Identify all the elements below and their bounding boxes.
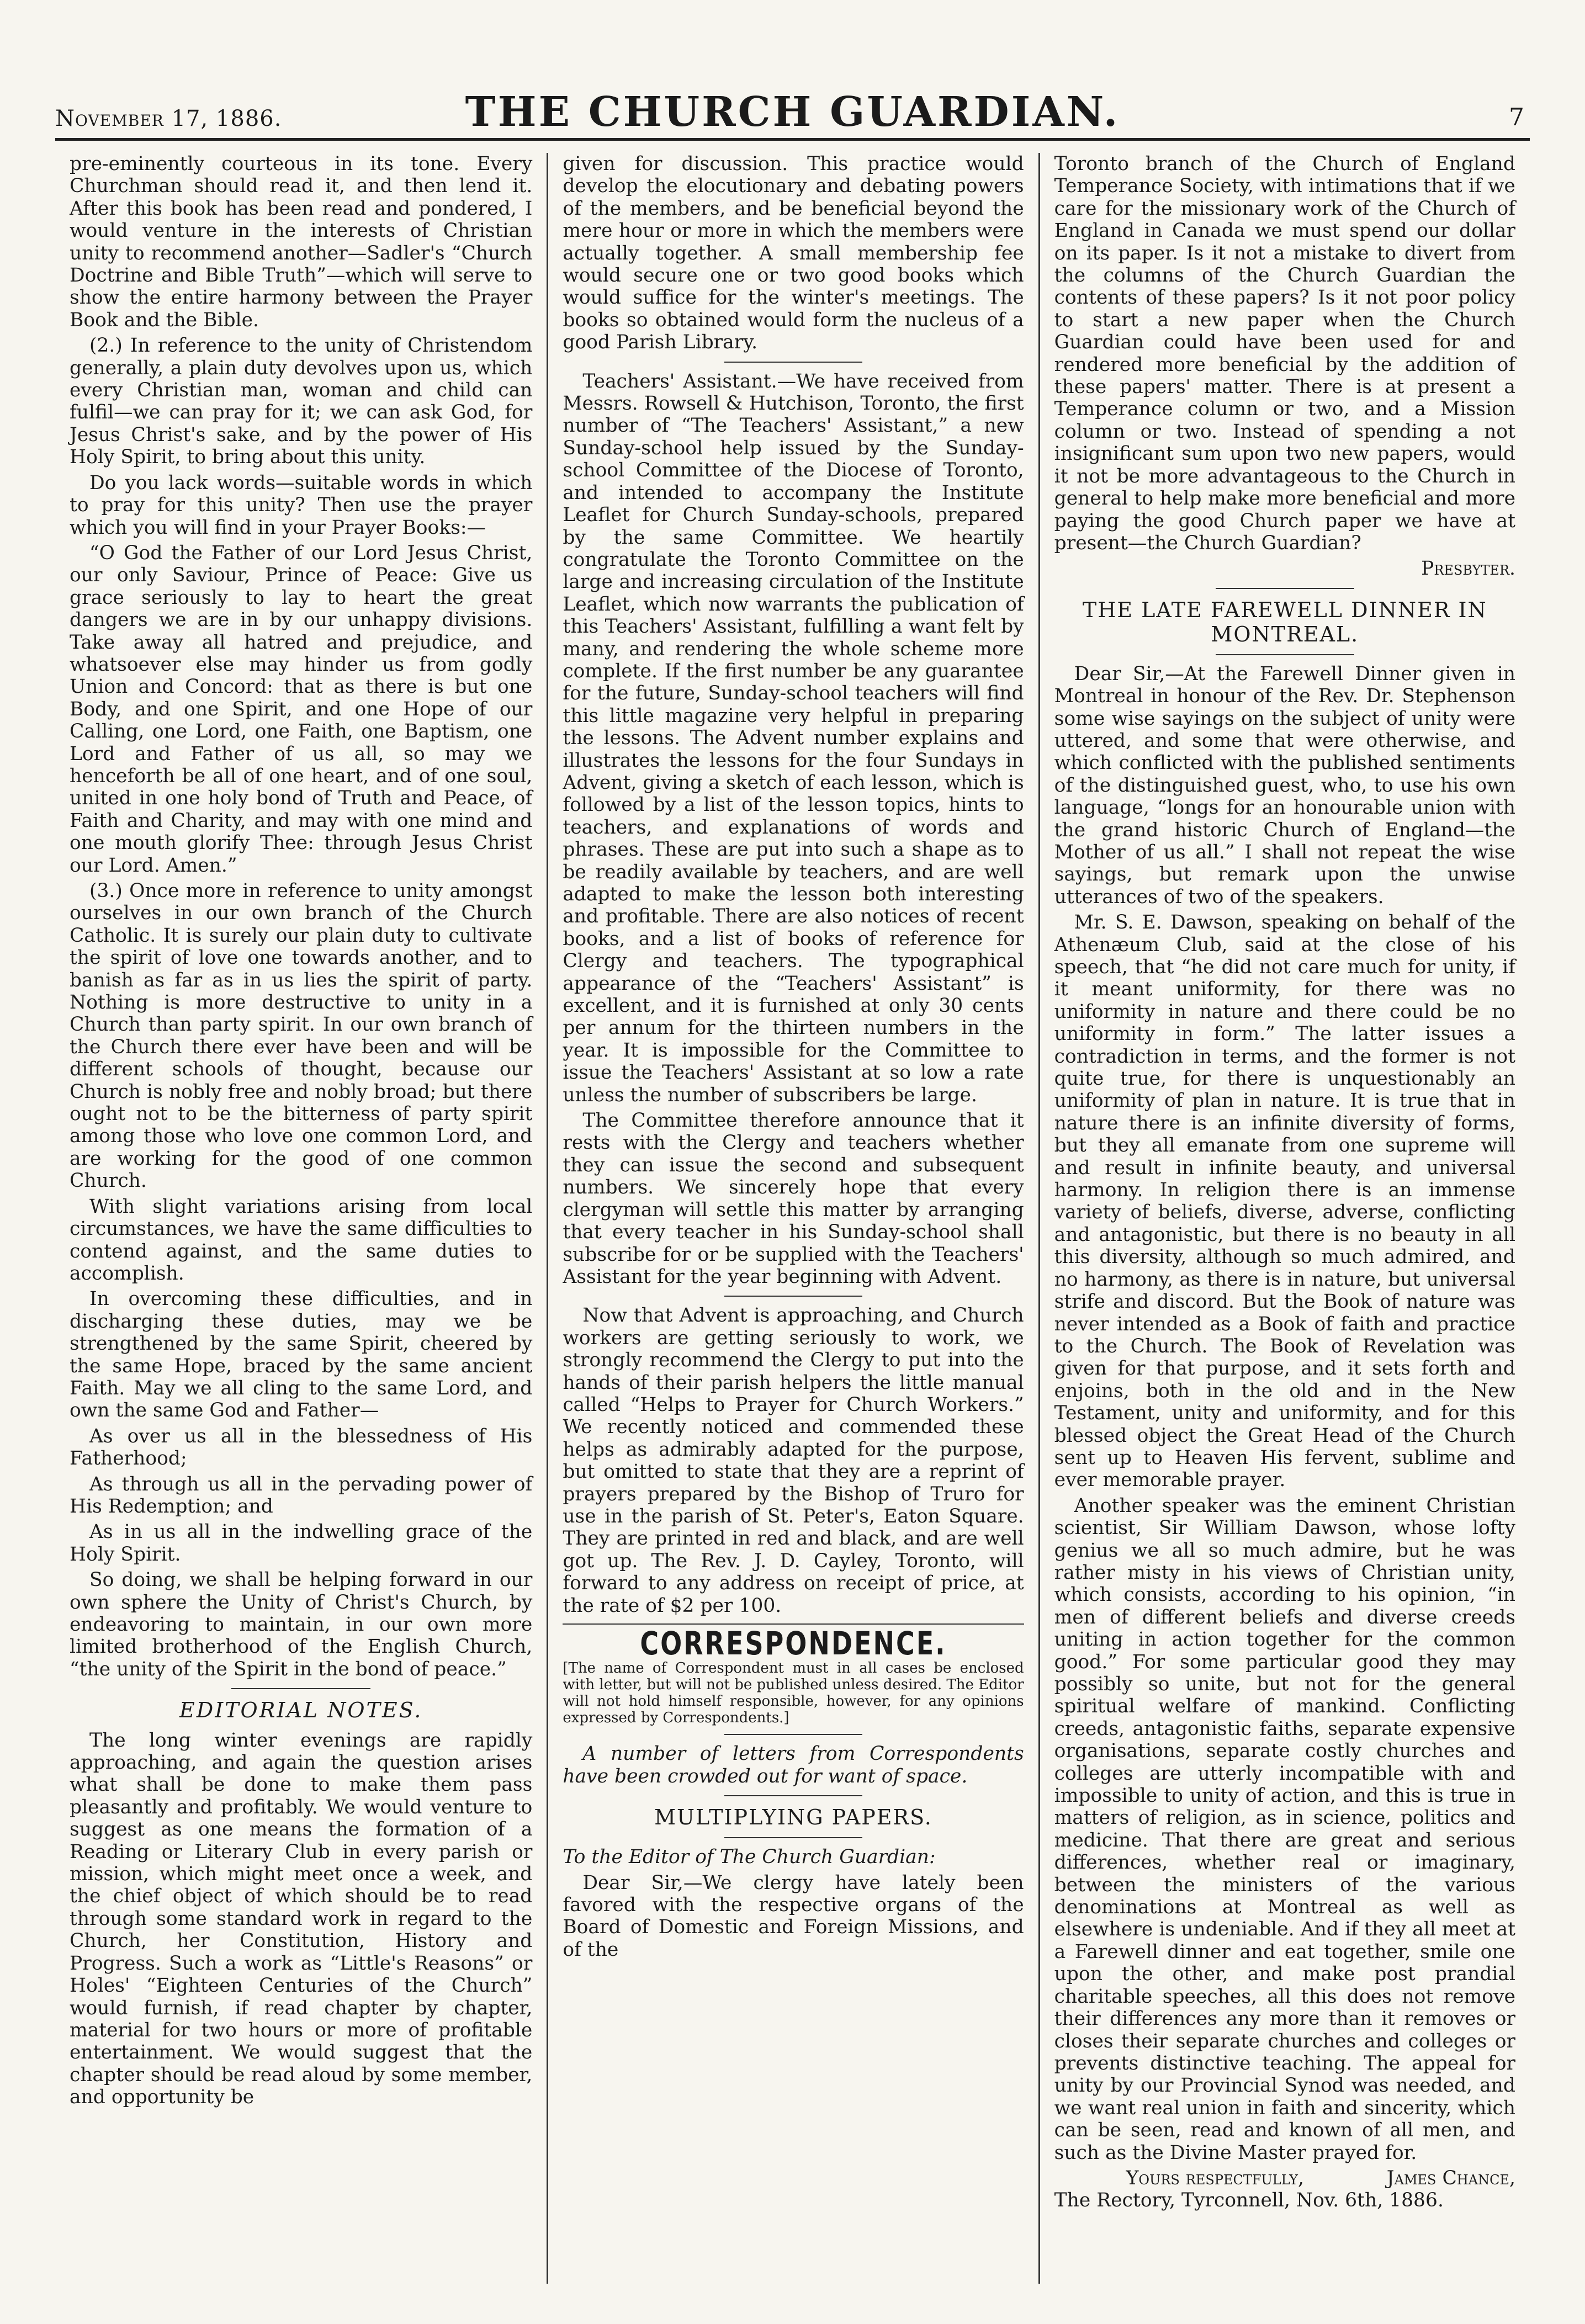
signature-presbyter: Presbyter. bbox=[1421, 558, 1515, 580]
salutation: To the Editor of The Church Guardian: bbox=[563, 1846, 936, 1869]
signature-closing: Yours respectfully, bbox=[1126, 2167, 1304, 2189]
paragraph: Dear Sir,—At the Farewell Dinner given in Montreal in honour of the Rev. Dr. Stephenson some wise sayings on the subject of unity were uttered, and some that were otherwise, and which conflicted with the published sentiments of the distinguished guest, who, to use his own language, “longs for an honourable union with the grand historic Church of England—the Mother of us all.” I shall not repeat the wise sayings, but remark upon the unwise utterances of two of the speakers. bbox=[1054, 662, 1515, 908]
paragraph: So doing, we shall be helping forward in our own sphere the Unity of Christ's Church, by endeavoring to maintain, in our own more limited brotherhood of the English Church, “the unity of the Spirit in the bond of peace.” bbox=[70, 1569, 533, 1680]
paragraph: The Committee therefore announce that it rests with the Clergy and teachers whether they can issue the second and subsequent numbers. We sincerely hope that every clergyman will settle this matter by arranging that every teacher in his Sunday-school shall subscribe for or be supplied with the Teachers' Assistant for the year beginning with Advent. bbox=[563, 1110, 1024, 1288]
paragraph: Toronto branch of the Church of England Temperance Society, with intimations that if we care for the missionary work of the Church of England in Canada we must spend our dollar on its paper. Is it not a mistake to divert from the columns of the Church Guardian the contents of these papers? Is it not poor policy to start a new paper when the Church Guardian could have been used for and rendered more beneficial by the addition of these papers' matter. There is at present a Temperance column or two, and a Mission column or two. Instead of spending a not insignificant sum upon two new papers, would it not be more advantageous to the Church in general to help make more beneficial and more paying the good Church paper we have at present—the Church Guardian? bbox=[1054, 153, 1515, 554]
paragraph: In overcoming these difficulties, and in discharging these duties, may we be strengthened by the same Spirit, cheered by the same Hope, braced by the same ancient Faith. May we all cling to the same Lord, and own the same God and Father— bbox=[70, 1288, 533, 1422]
section-heading-editorial-notes: EDITORIAL NOTES. bbox=[179, 1698, 423, 1723]
prayer-quote: “O God the Father of our Lord Jesus Christ, our only Saviour, Prince of Peace: Give us grace seriously to lay to heart the great dangers we are in by our unhappy divisions. Take away all hatred and prejudice, and whatsoever else may hinder us from godly Union and Concord: that as there is but one Body, and one Spirit, and one Hope of our Calling, one Lord, one Faith, one Baptism, one Lord and Father of us all, so may we henceforth be all of one heart, and of one soul, united in one holy bond of Truth and Peace, of Faith and Charity, and may with one mind and one mouth glorify Thee: through Jesus Christ our Lord. Amen.” bbox=[70, 542, 533, 877]
paragraph: Dear Sir,—We clergy have lately been favored with the respective organs of the Board of Domestic and Foreign Missions, and of the bbox=[563, 1871, 1024, 1961]
section-heading-correspondence: CORRESPONDENCE. bbox=[640, 1625, 947, 1662]
divider bbox=[724, 1734, 863, 1735]
page-number: 7 bbox=[1509, 103, 1524, 131]
paragraph: given for discussion. This practice would develop the elocutionary and debating powers of the members, and be beneficial beyond the mere hour or more in which the members were actually together. A small membership fee would secure one or two good books which would suffice for the winter's meetings. The books so obtained would form the nucleus of a good Parish Library. bbox=[563, 153, 1024, 354]
column-3 bbox=[1038, 153, 1530, 2284]
paragraph: Mr. S. E. Dawson, speaking on behalf of the Athenæum Club, said at the close of his speech, that “he did not care much for unity, if it meant uniformity, for there was no uniformity in nature and there could be no uniformity in form.” The latter issues a contradiction in terms, and the former is not quite true, for there is unquestionably an uniformity of plan in nature. It is true that in nature there is an infinite diversity of forms, but they all emanate from one supreme will and result in infinite beauty, and universal harmony. In religion there is an immense variety of beliefs, diverse, adverse, conflicting and antagonistic, but there is no beauty in all this diversity, although so much admired, and no harmony, as there is in nature, but universal strife and discord. But the Book of nature was never intended as a Book of faith and practice to the Church. The Book of Revelation was given for that purpose, and it sets forth and enjoins, both in the old and in the New Testament, unity and uniformity, and for this blessed object the Great Head of the Church sent up to Heaven His fervent, sublime and ever memorable prayer. bbox=[1054, 911, 1515, 1492]
paragraph: The long winter evenings are rapidly approaching, and again the question arises what shall be done to make them pass pleasantly and profitably. We would venture to suggest as one means the formation of a Reading or Literary Club in every parish or mission, which might meet once a week, and the chief object of which should be to read through some standard work in regard to the Church, her Constitution, History and Progress. Such a work as “Little's Reasons” or Holes' “Eighteen Centuries of the Church” would furnish, if read chapter by chapter, material for two hours or more of profitable entertainment. We would suggest that the chapter should be read aloud by some member, and opportunity be bbox=[70, 1729, 533, 2109]
paragraph: (3.) Once more in reference to unity amongst ourselves in our own branch of the Church Catholic. It is surely our plain duty to cultivate the spirit of love one towards another, and to banish as far as in us lies the spirit of party. Nothing is more destructive to unity in a Church than party spirit. In our own branch of the Church there ever have been and will be different schools of thought, because our Church is nobly free and nobly broad; but there ought not to be the bitterness of party spirit among those who love one common Lord, and are working for the good of one common Church. bbox=[70, 880, 533, 1192]
divider bbox=[1216, 654, 1354, 655]
paragraph: As through us all in the pervading power of His Redemption; and bbox=[70, 1473, 533, 1518]
divider bbox=[724, 362, 863, 363]
masthead bbox=[55, 83, 1530, 141]
columns bbox=[55, 153, 1530, 2284]
paragraph: Another speaker was the eminent Christian scientist, Sir William Dawson, whose lofty genius we all so much admire, but he was rather misty in his views of Christian unity, which consists, according to his opinion, “in men of different beliefs and diverse creeds uniting in action together for the common good.” For some particular good they may possibly so unite, but not for the general spiritual welfare of mankind. Conflicting creeds, antagonistic faiths, separate expensive organisations, separate costly churches and colleges are utterly incompatible with and impossible to unity of action, and this is true in matters of religion, as in science, politics and medicine. That there are great and serious differences, whether real or imaginary, between the ministers of the various denominations at Montreal as well as elsewhere is undeniable. And if they all meet at a Farewell dinner and eat together, smile one upon the other, and make post prandial charitable speeches, all this does not remove their differences any more than it removes or closes their separate churches and colleges or prevents distinctive teaching. The appeal for unity by our Provincial Synod was needed, and we want real union in faith and sincerity, which can be seen, read and known of all men, and such as the Divine Master prayed for. bbox=[1054, 1494, 1515, 2164]
section-heading-multiplying-papers: MULTIPLYING PAPERS. bbox=[654, 1805, 932, 1830]
paragraph: Do you lack words—suitable words in which to pray for this unity? Then use the prayer which you will find in your Prayer Books:— bbox=[70, 471, 533, 539]
divider bbox=[231, 1688, 370, 1689]
signature-line bbox=[1054, 2167, 1515, 2189]
divider bbox=[724, 1296, 863, 1297]
signature-name: James Chance, bbox=[1386, 2167, 1515, 2189]
signature-address: The Rectory, Tyrconnell, Nov. 6th, 1886. bbox=[1054, 2189, 1444, 2212]
crowded-out-notice: A number of letters from Correspondents have been crowded out for want of space. bbox=[563, 1743, 1024, 1787]
divider bbox=[724, 1837, 863, 1838]
paragraph: Now that Advent is approaching, and Church workers are getting seriously to work, we strongly recommend the Clergy to put into the hands of their parish helpers the little manual called “Helps to Prayer for Church Workers.” We recently noticed and commended these helps as admirably adapted for the purpose, but omitted to state that they are a reprint of prayers prepared by the Bishop of Truro for use in the parish of St. Peter's, Eaton Square. They are printed in red and black, and are well got up. The Rev. J. D. Cayley, Toronto, will forward to any address on receipt of price, at the rate of $2 per 100. bbox=[563, 1304, 1024, 1617]
divider bbox=[724, 1795, 863, 1796]
issue-date: November 17, 1886. bbox=[55, 106, 282, 131]
divider bbox=[1216, 588, 1354, 589]
column-2 bbox=[547, 153, 1038, 2284]
paragraph: (2.) In reference to the unity of Christendom generally, a plain duty devolves upon us, which every Christian man, woman and child can fulfil—we can pray for it; we can ask God, for Jesus Christ's sake, and by the power of His Holy Spirit, to bring about this unity. bbox=[70, 335, 533, 469]
paragraph: As in us all in the indwelling grace of the Holy Spirit. bbox=[70, 1521, 533, 1566]
editor-note: [The name of Correspondent must in all cases be enclosed with letter, but will not be published unless desired. The Editor will not hold himself responsible, however, for any opinions expressed by Correspondents.] bbox=[563, 1660, 1024, 1727]
newspaper-title: THE CHURCH GUARDIAN. bbox=[465, 88, 1120, 136]
paragraph: Teachers' Assistant.—We have received from Messrs. Rowsell & Hutchison, Toronto, the first number of “The Teachers' Assistant,” a new Sunday-school help issued by the Sunday-school Committee of the Diocese of Toronto, and intended to accompany the Institute Leaflet for Church Sunday-schools, prepared by the same Committee. We heartily congratulate the Toronto Committee on the large and increasing circulation of the Institute Leaflet, which now warrants the publication of this Teachers' Assistant, fulfilling a want felt by many, and rendering the whole scheme more complete. If the first number be any guarantee for the future, Sunday-school teachers will find this little magazine very helpful in preparing the lessons. The Advent number explains and illustrates the lessons for the four Sundays in Advent, giving a sketch of each lesson, which is followed by a list of the lesson topics, hints to teachers, and explanations of words and phrases. These are put into such a shape as to be readily available by teachers, and are well adapted to make the lesson both interesting and profitable. There are also notices of recent books, and a list of books of reference for Clergy and teachers. The typographical appearance of the “Teachers' Assistant” is excellent, and it is furnished at only 30 cents per annum for the thirteen numbers in the year. It is impossible for the Committee to issue the Teachers' Assistant at so low a rate unless the number of subscribers be large. bbox=[563, 370, 1024, 1106]
paragraph: pre-eminently courteous in its tone. Every Churchman should read it, and then lend it. After this book has been read and pondered, I would venture in the interests of Christian unity to recommend another—Sadler's “Church Doctrine and Bible Truth”—which will serve to show the entire harmony between the Prayer Book and the Bible. bbox=[70, 153, 533, 331]
paragraph: With slight variations arising from local circumstances, we have the same difficulties to contend against, and the same duties to accomplish. bbox=[70, 1195, 533, 1285]
section-heading-farewell-dinner: THE LATE FAREWELL DINNER IN MONTREAL. bbox=[1082, 597, 1487, 646]
column-1 bbox=[55, 153, 547, 2284]
paragraph: As over us all in the blessedness of His Fatherhood; bbox=[70, 1425, 533, 1470]
